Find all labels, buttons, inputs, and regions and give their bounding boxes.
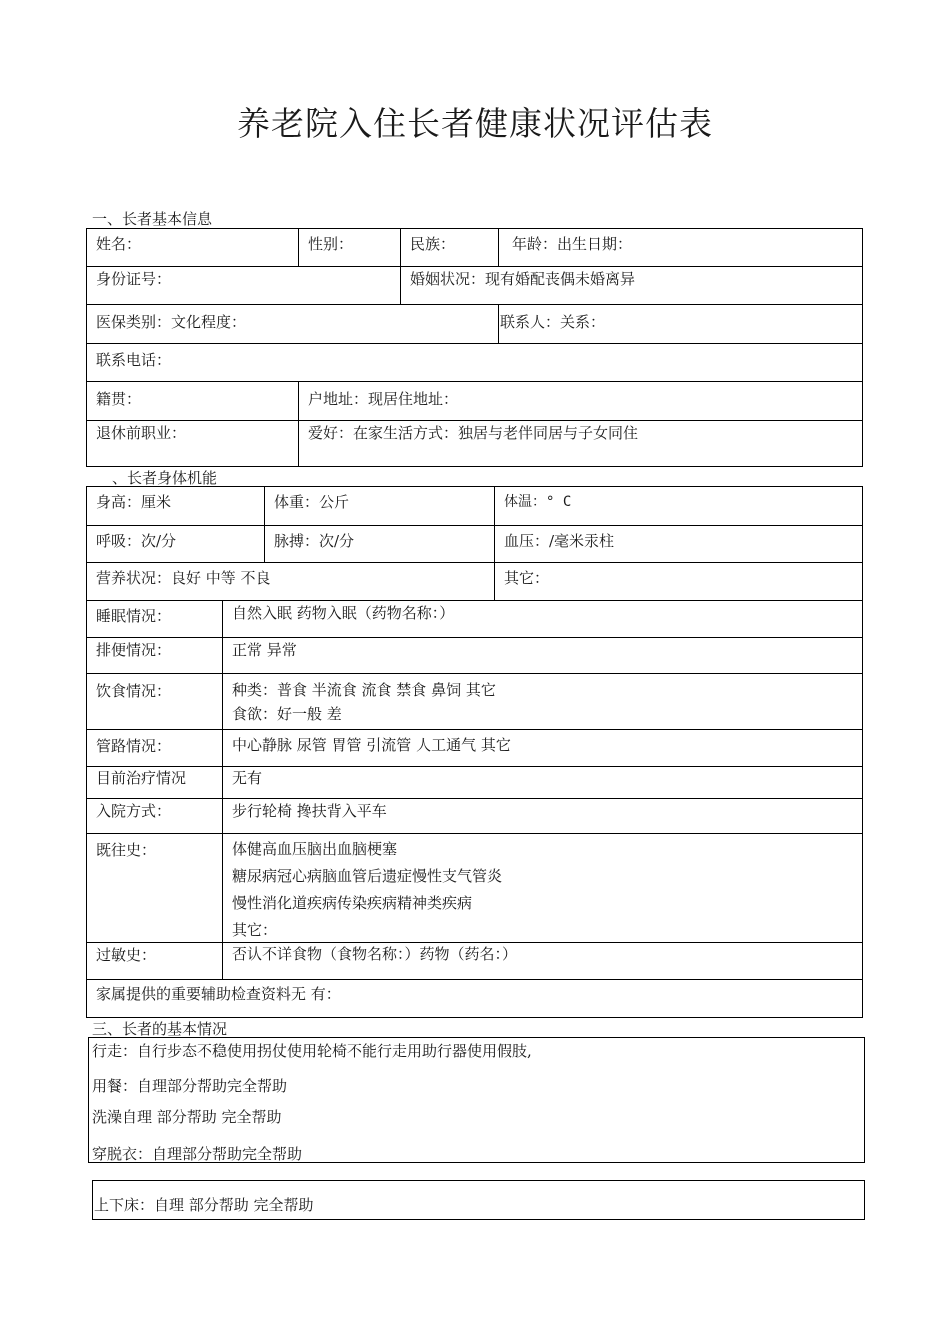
allergy-value: 否认不详食物（食物名称：）药物（药名：） [232,945,518,963]
admission-value: 步行轮椅 搀扶背入平车 [232,802,387,820]
divider [86,673,863,674]
section-heading-basic-info: 一、长者基本信息 [92,210,213,228]
divider [86,833,863,834]
treatment-value: 无有 [232,769,263,787]
allergy-label: 过敏史： [96,946,157,964]
divider [86,266,863,267]
history-line-4: 其它： [232,921,278,939]
divider [400,228,401,304]
divider [298,228,299,266]
page-title: 养老院入住长者健康状况评估表 [237,104,713,143]
occupation-label: 退休前职业： [96,424,187,442]
bowel-label: 排便情况： [96,641,172,659]
blood-pressure-field: 血压：/毫米汞柱 [504,532,615,550]
hobby-living-field: 爱好：在家生活方式：独居与老伴同居与子女同住 [308,424,639,442]
age-birthdate-label: 年龄：出生日期： [512,235,633,253]
family-docs-field: 家属提供的重要辅助检查资料无 有： [96,985,341,1003]
eating-field: 用餐：自理部分帮助完全帮助 [92,1077,288,1095]
history-label: 既往史： [96,841,157,859]
tube-label: 管路情况： [96,737,172,755]
pulse-field: 脉搏：次/分 [274,532,355,550]
respiration-field: 呼吸：次/分 [96,532,177,550]
divider [264,486,265,562]
treatment-label: 目前治疗情况 [96,769,187,787]
divider [86,979,863,980]
sleep-value: 自然入眠 药物入眠（药物名称：） [232,604,455,622]
divider [86,637,863,638]
divider [86,942,863,943]
diet-type-value: 种类：普食 半流食 流食 禁食 鼻饲 其它 [232,681,496,699]
divider [86,729,863,730]
divider [498,228,499,266]
walking-field: 行走：自行步态不稳使用拐仗使用轮椅不能行走用助行器使用假肢, [92,1042,532,1060]
divider [494,486,495,600]
ethnicity-label: 民族： [410,235,456,253]
bowel-value: 正常 异常 [232,641,297,659]
phone-label: 联系电话： [96,351,172,369]
diet-label: 饮食情况： [96,682,172,700]
marital-status-field: 婚姻状况：现有婚配丧偶未婚离异 [410,270,636,288]
insurance-education-label: 医保类别：文化程度： [96,313,247,331]
temperature-field: 体温：° C [504,494,572,510]
divider [86,304,863,305]
divider [498,304,499,343]
bathing-field: 洗澡自理 部分帮助 完全帮助 [92,1108,282,1126]
history-line-1: 体健高血压脑出血脑梗塞 [232,840,398,858]
contact-relation-label: 联系人：关系： [500,313,606,331]
history-line-2: 糖尿病冠心病脑血管后遗症慢性支气管炎 [232,867,503,885]
divider [222,600,223,979]
weight-field: 体重：公斤 [274,493,350,511]
address-label: 户地址：现居住地址： [308,390,459,408]
divider [298,381,299,467]
other-field: 其它： [504,569,550,587]
divider [86,562,863,563]
divider [86,525,863,526]
diet-appetite-value: 食欲：好一般 差 [232,705,342,723]
divider [86,798,863,799]
gender-label: 性别： [308,235,354,253]
dressing-field: 穿脱衣：自理部分帮助完全帮助 [92,1145,303,1163]
admission-label: 入院方式： [96,802,172,820]
section-heading-daily-living: 三、长者的基本情况 [92,1020,228,1038]
tube-value: 中心静脉 尿管 胃管 引流管 人工通气 其它 [232,736,511,754]
divider [86,381,863,382]
nutrition-field: 营养状况：良好 中等 不良 [96,569,271,587]
height-field: 身高：厘米 [96,493,172,511]
name-label: 姓名： [96,235,142,253]
divider [86,600,863,601]
history-line-3: 慢性消化道疾病传染疾病精神类疾病 [232,894,473,912]
divider [86,420,863,421]
native-place-label: 籍贯： [96,390,142,408]
id-number-label: 身份证号： [96,270,172,288]
sleep-label: 睡眠情况： [96,607,172,625]
divider [86,343,863,344]
divider [86,766,863,767]
section-heading-physical: 、长者身体机能 [112,469,218,487]
bed-transfer-field: 上下床：自理 部分帮助 完全帮助 [94,1196,314,1214]
